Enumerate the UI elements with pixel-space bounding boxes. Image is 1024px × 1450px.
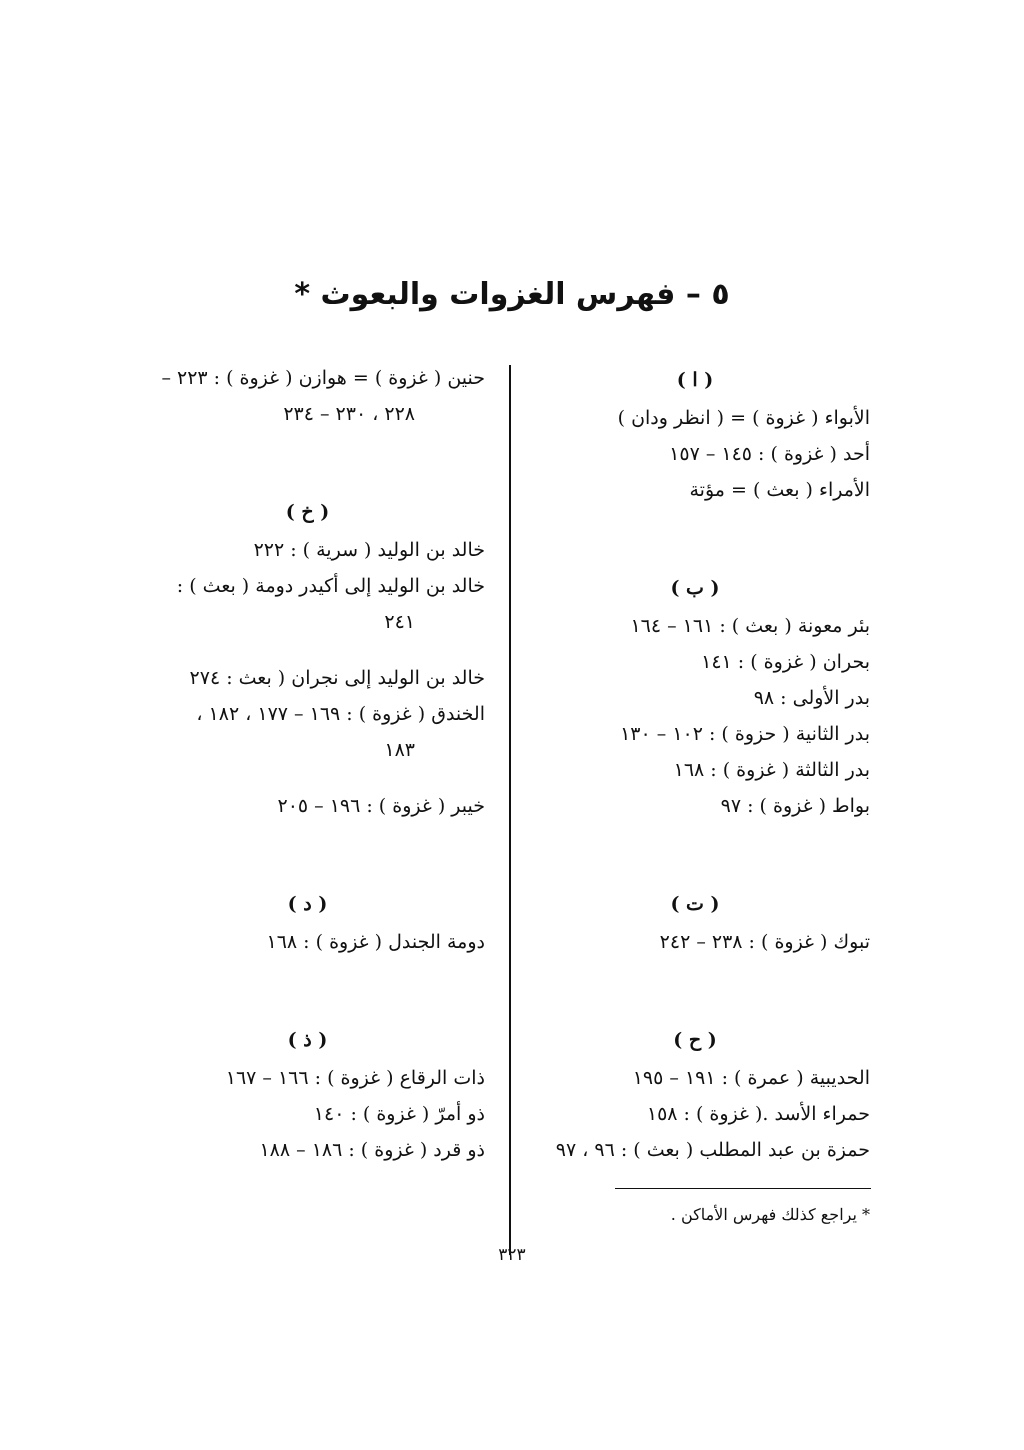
index-column-left (130, 360, 485, 1168)
index-entry: بدر الثالثة ( غزوة ) : ١٦٨ (673, 759, 870, 781)
index-entry: بحران ( غزوة ) : ١٤١ (701, 651, 870, 673)
index-section-ha (520, 1020, 870, 1168)
section-letter-heading: ( ح ) (673, 1029, 717, 1051)
index-entry: أحد ( غزوة ) : ١٤٥ – ١٥٧ (669, 443, 870, 465)
index-entry: حنين ( غزوة ) = هوازن ( غزوة ) : ٢٢٣ – (161, 367, 485, 389)
index-entry: خيبر ( غزوة ) : ١٩٦ – ٢٠٥ (277, 795, 485, 817)
index-entry: بواط ( غزوة ) : ٩٧ (720, 795, 870, 817)
section-letter-heading: ( ت ) (670, 893, 720, 915)
index-entry: الأبواء ( غزوة ) = ( انظر ودان ) (617, 407, 870, 429)
index-entry: خالد بن الوليد إلى أكيدر دومة ( بعث ) : (176, 575, 485, 597)
index-entry: خالد بن الوليد ( سرية ) : ٢٢٢ (253, 539, 485, 561)
index-entry-continuation: ١٨٣ (384, 739, 415, 761)
index-entry: بدر الثانية ( حزوة ) : ١٠٢ – ١٣٠ (620, 723, 870, 745)
index-entry: حمراء الأسد .( غزوة ) : ١٥٨ (646, 1103, 870, 1125)
section-letter-heading: ( د ) (287, 893, 328, 915)
index-entry-continuation: ٢٢٨ ، ٢٣٠ – ٢٣٤ (283, 403, 415, 425)
index-section-ba (520, 568, 870, 824)
index-section-ta (520, 884, 870, 960)
column-divider (509, 365, 511, 1255)
page-number: ٣٢٣ (498, 1245, 526, 1265)
index-section-kha (130, 492, 485, 824)
section-letter-heading: ( خ ) (285, 501, 330, 523)
index-section-alif (520, 360, 870, 508)
index-entry: بدر الأولى : ٩٨ (753, 687, 870, 709)
index-entry: بئر معونة ( بعث ) : ١٦١ – ١٦٤ (630, 615, 870, 637)
footnote: * يراجع كذلك فهرس الأماكن . (670, 1205, 870, 1224)
index-entry: الحديبية ( عمرة ) : ١٩١ – ١٩٥ (632, 1067, 870, 1089)
index-entry: الخندق ( غزوة ) : ١٦٩ – ١٧٧ ، ١٨٢ ، (196, 703, 485, 725)
index-section-hunayn (130, 360, 485, 432)
section-letter-heading: ( ذ ) (287, 1029, 328, 1051)
index-entry-continuation: ٢٤١ (384, 611, 415, 633)
index-entry: حمزة بن عبد المطلب ( بعث ) : ٩٦ ، ٩٧ (555, 1139, 870, 1161)
section-letter-heading: ( ب ) (670, 577, 720, 599)
page-title: ٥ – فهرس الغزوات والبعوث * (294, 277, 730, 312)
section-letter-heading: ( ا ) (676, 369, 714, 391)
index-section-dal (130, 884, 485, 960)
index-entry: دومة الجندل ( غزوة ) : ١٦٨ (266, 931, 485, 953)
index-entry: ذات الرقاع ( غزوة ) : ١٦٦ – ١٦٧ (225, 1067, 485, 1089)
index-entry: تبوك ( غزوة ) : ٢٣٨ – ٢٤٢ (659, 931, 870, 953)
index-column-right (520, 360, 870, 1168)
footnote-separator (615, 1188, 871, 1189)
index-section-dhal (130, 1020, 485, 1168)
index-entry: ذو أمرّ ( غزوة ) : ١٤٠ (313, 1103, 485, 1125)
index-entry: خالد بن الوليد إلى نجران ( بعث : ٢٧٤ (189, 667, 485, 689)
index-entry: ذو قرد ( غزوة ) : ١٨٦ – ١٨٨ (259, 1139, 485, 1161)
index-entry: الأمراء ( بعث ) = مؤتة (689, 479, 870, 501)
